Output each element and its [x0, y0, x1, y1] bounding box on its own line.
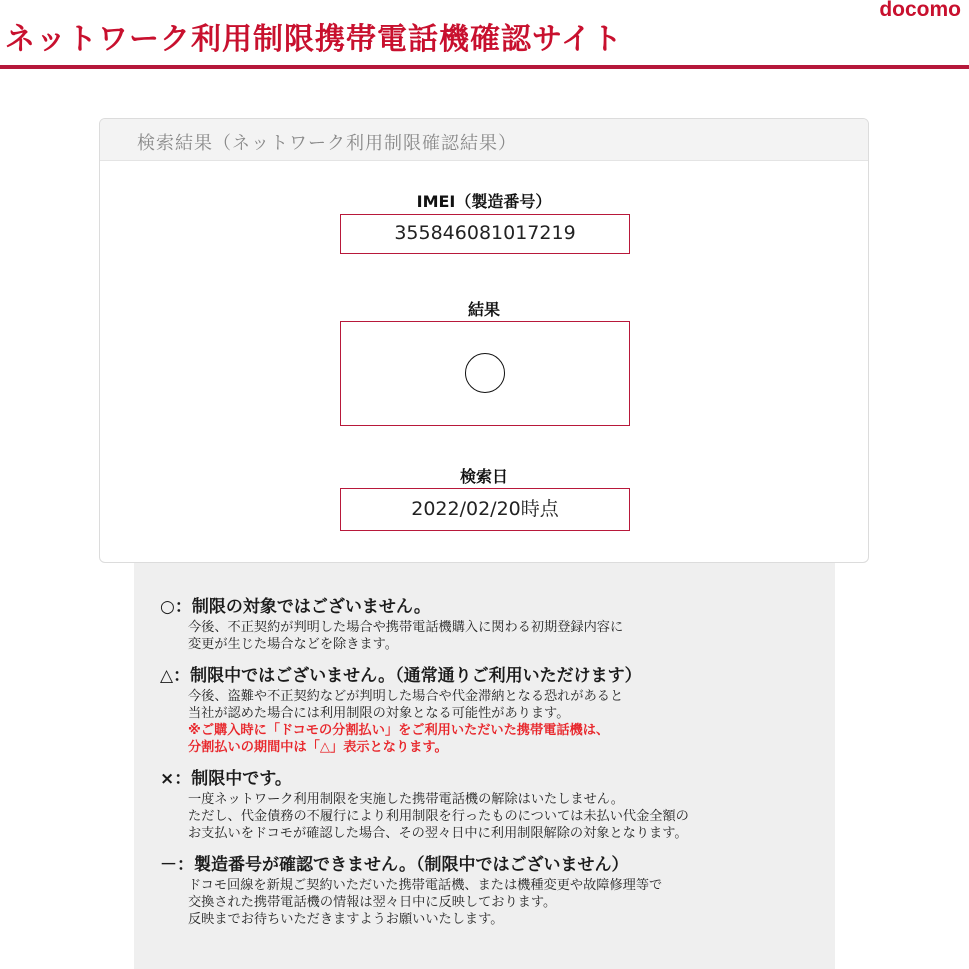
result-value-box — [340, 321, 630, 426]
search-date-box: 2022/02/20時点 — [340, 488, 630, 531]
imei-value-box: 355846081017219 — [340, 214, 630, 254]
legend-item-triangle — [160, 664, 835, 756]
legend-head: ○：制限の対象ではございません。 — [160, 597, 431, 617]
result-legend-panel — [134, 563, 835, 969]
result-label: 結果 — [467, 300, 500, 319]
circle-mark-icon — [465, 353, 505, 393]
legend-head: ×：制限中です。 — [160, 769, 292, 789]
header-divider — [0, 65, 969, 69]
docomo-logo[interactable]: docomo — [879, 0, 961, 21]
search-date-label: 検索日 — [459, 467, 508, 486]
legend-desc: 今後、不正契約が判明した場合や携帯電話機購入に関わる初期登録内容に 変更が生じた場合などを除きます。 — [188, 620, 624, 652]
legend-head: －：製造番号が確認できません。（制限中ではございません） — [160, 855, 629, 875]
legend-item-circle — [160, 595, 835, 653]
legend-desc: 今後、盗難や不正契約などが判明した場合や代金滞納となる恐れがあると 当社が認めた場合には利用制限の対象となる可能性があります。 — [188, 689, 624, 721]
search-result-card — [99, 118, 869, 563]
site-header — [0, 0, 969, 72]
imei-label: IMEI（製造番号） — [416, 192, 552, 211]
legend-note: ※ご購入時に「ドコモの分割払い」をご利用いただいた携帯電話機は、 分割払いの期間中は「△」表示となります。 — [188, 723, 610, 755]
legend-desc: 一度ネットワーク利用制限を実施した携帯電話機の解除はいたしません。 ただし、代金債務の不履行により利用制限を行ったものについては未払い代金全額の お支払いをドコモが確認した場合、その翌々日中に利用制限解除の対象となります。 — [188, 792, 689, 841]
legend-item-dash — [160, 853, 835, 928]
page-title: ネットワーク利用制限携帯電話機確認サイト — [5, 22, 623, 57]
result-card-heading: 検索結果（ネットワーク利用制限確認結果） — [100, 119, 868, 161]
legend-head: △：制限中ではございません。（通常通りご利用いただけます） — [160, 666, 642, 686]
legend-item-cross — [160, 767, 835, 842]
legend-desc: ドコモ回線を新規ご契約いただいた携帯電話機、または機種変更や故障修理等で 交換された携帯電話機の情報は翌々日中に反映しております。 反映までお待ちいただきますようお願いいたします。 — [188, 878, 663, 927]
